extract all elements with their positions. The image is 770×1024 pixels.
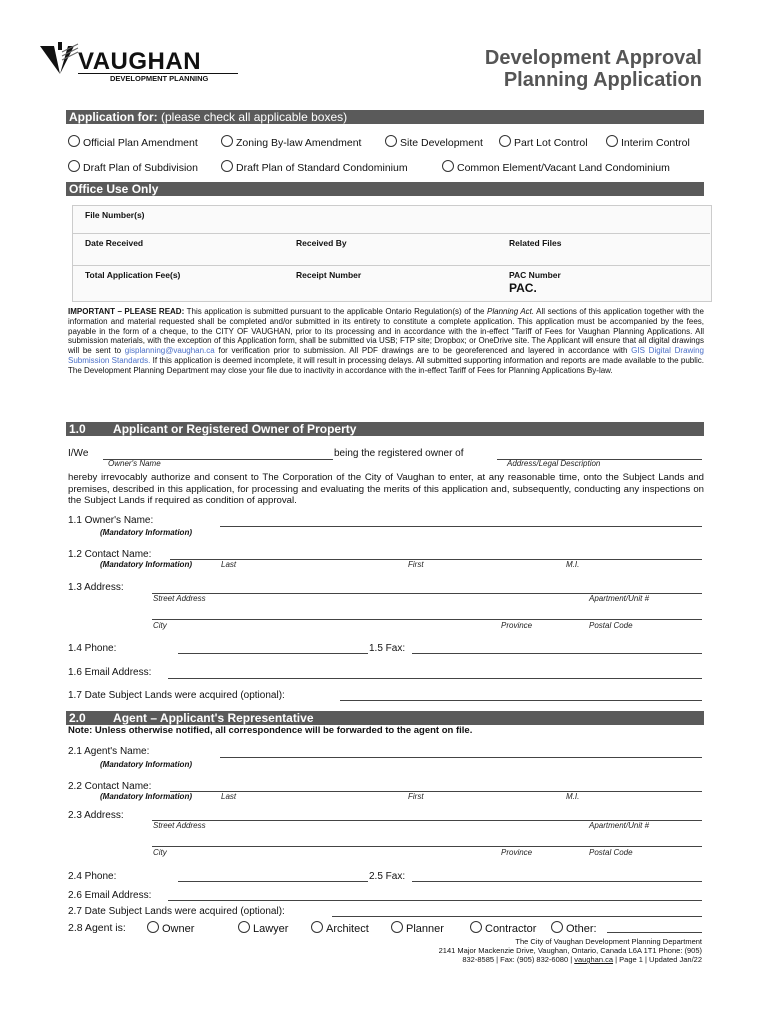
radio-icon <box>385 135 397 147</box>
mandatory-caption: (Mandatory Information) <box>100 792 192 801</box>
section1-heading: 1.0 Applicant or Registered Owner of Property <box>66 422 704 436</box>
fax-label: 1.5 Fax: <box>369 643 406 654</box>
logo-text: VAUGHAN <box>78 48 202 75</box>
radio-icon <box>311 921 323 933</box>
radio-icon <box>470 921 482 933</box>
radio-icon <box>499 135 511 147</box>
important-notice: IMPORTANT – PLEASE READ: This application is submitted pursuant to the applicable Ontario Regulation(s) of the Planning Act. All sections of this application together with the information and material requested shall be completed and/or submitted in its entirety to constitute a complete application. This application must be accompanied by the fees, payable in the form of a cheque, to the CITY OF VAUGHAN, prior to its processing and in accordance with the in-effect "Tariff of Fees for Vaughan Planning Applications. All submission materials, with the exception of this Application form, shall be submitted via USB; FTP site; Dropbox; or OneDrive site. The Applicant will ensure that all digital drawings will be sent to gisplanning@vaughan.ca for verification prior to submission. All PDF drawings are to be georeferenced and layered in accordance with GIS Digital Drawing Submission Standards. If this application is deemed incomplete, it will result in processing delays. All submitted supporting information and reports are made available to the public. The Development Planning Department may close your file due to inactivity in accordance with the in-effect Tariff of Fees for Planning Applications By-law. <box>68 307 704 375</box>
pac-number-label: PAC Number <box>509 270 561 280</box>
agent-address-label: 2.3 Address: <box>68 810 124 821</box>
received-by-label: Received By <box>296 238 347 248</box>
province-caption: Province <box>501 848 533 857</box>
radio-icon <box>68 135 80 147</box>
agent-is-architect[interactable]: Architect <box>311 921 369 935</box>
agent-is-contractor[interactable]: Contractor <box>470 921 536 935</box>
agent-fax-label: 2.5 Fax: <box>369 871 406 882</box>
footer-line1: The City of Vaughan Development Planning Department <box>515 937 702 946</box>
mi-caption: M.I. <box>566 792 580 801</box>
page-title-line1: Development Approval <box>484 47 702 69</box>
apt-caption: Apartment/Unit # <box>589 821 650 830</box>
logo-subtext: DEVELOPMENT PLANNING <box>110 74 209 83</box>
agent-note: Note: Unless otherwise notified, all correspondence will be forwarded to the agent on file. <box>68 725 473 736</box>
total-fees-label: Total Application Fee(s) <box>85 270 181 280</box>
first-caption: First <box>408 560 424 569</box>
agent-date-acquired-label: 2.7 Date Subject Lands were acquired (optional): <box>68 906 285 917</box>
agent-other-field[interactable] <box>607 932 702 933</box>
last-caption: Last <box>221 792 237 801</box>
agent-date-acquired-field[interactable] <box>332 916 702 917</box>
radio-icon <box>391 921 403 933</box>
first-caption: First <box>408 792 424 801</box>
date-received-label: Date Received <box>85 238 144 248</box>
radio-icon <box>606 135 618 147</box>
agent-email-label: 2.6 Email Address: <box>68 890 152 901</box>
owners-name-label: 1.1 Owner's Name: <box>68 515 154 526</box>
postal-caption: Postal Code <box>589 621 633 630</box>
street-caption: Street Address <box>153 594 206 603</box>
agent-phone-field[interactable] <box>178 881 368 882</box>
option-zoning-bylaw-amendment[interactable]: Zoning By-law Amendment <box>221 135 361 149</box>
radio-icon <box>551 921 563 933</box>
agent-contact-name-field[interactable] <box>170 791 702 792</box>
iwe-label: I/We <box>68 448 89 459</box>
radio-icon <box>221 135 233 147</box>
option-common-element-condominium[interactable]: Common Element/Vacant Land Condominium <box>442 160 670 174</box>
owners-name-field[interactable] <box>220 526 702 527</box>
agent-fax-field[interactable] <box>412 881 702 882</box>
address-label: 1.3 Address: <box>68 582 124 593</box>
mandatory-caption: (Mandatory Information) <box>100 528 192 537</box>
being-owner-label: being the registered owner of <box>334 448 464 459</box>
gis-email-link[interactable]: gisplanning@vaughan.ca <box>124 346 215 356</box>
province-caption: Province <box>501 621 533 630</box>
office-use-table <box>72 205 712 302</box>
vaughan-logo <box>40 40 240 86</box>
city-field[interactable] <box>152 619 702 620</box>
city-caption: City <box>153 621 167 630</box>
agent-is-label: 2.8 Agent is: <box>68 922 126 934</box>
mi-caption: M.I. <box>566 560 580 569</box>
fax-field[interactable] <box>412 653 702 654</box>
agent-is-planner[interactable]: Planner <box>391 921 444 935</box>
logo-mark-icon <box>40 40 80 86</box>
contact-name-label: 1.2 Contact Name: <box>68 549 152 560</box>
option-official-plan-amendment[interactable]: Official Plan Amendment <box>68 135 198 149</box>
street-caption: Street Address <box>153 821 206 830</box>
application-for-heading: Application for: (please check all applicable boxes) <box>66 110 704 124</box>
postal-caption: Postal Code <box>589 848 633 857</box>
owners-name-caption: Owner's Name <box>108 459 161 468</box>
page-title-line2: Planning Application <box>503 69 702 91</box>
mandatory-caption: (Mandatory Information) <box>100 560 192 569</box>
agent-is-other[interactable]: Other: <box>551 921 597 935</box>
related-files-label: Related Files <box>509 238 562 248</box>
agent-phone-label: 2.4 Phone: <box>68 871 117 882</box>
address-legal-caption: Address/Legal Description <box>507 459 601 468</box>
agent-city-field[interactable] <box>152 846 702 847</box>
agent-contact-name-label: 2.2 Contact Name: <box>68 781 152 792</box>
date-acquired-field[interactable] <box>340 700 702 701</box>
city-caption: City <box>153 848 167 857</box>
consent-text: hereby irrevocably authorize and consent to The Corporation of the City of Vaughan to enter, at any reasonable time, onto the Subject Lands and premises, described in this application, for processing and evaluating the merits of this application and, subsequently, conducting any inspections on the Subject Lands if required as condition of approval. <box>68 472 704 506</box>
agent-is-owner[interactable]: Owner <box>147 921 194 935</box>
email-label: 1.6 Email Address: <box>68 667 152 678</box>
date-acquired-label: 1.7 Date Subject Lands were acquired (optional): <box>68 690 285 701</box>
option-part-lot-control[interactable]: Part Lot Control <box>499 135 588 149</box>
receipt-number-label: Receipt Number <box>296 270 362 280</box>
footer-line2: 2141 Major Mackenzie Drive, Vaughan, Ontario, Canada L6A 1T1 Phone: (905) <box>438 946 702 955</box>
option-site-development[interactable]: Site Development <box>385 135 483 149</box>
option-draft-plan-subdivision[interactable]: Draft Plan of Subdivision <box>68 160 198 174</box>
radio-icon <box>442 160 454 172</box>
option-interim-control[interactable]: Interim Control <box>606 135 690 149</box>
radio-icon <box>147 921 159 933</box>
agent-name-field[interactable] <box>220 757 702 758</box>
apt-caption: Apartment/Unit # <box>589 594 650 603</box>
contact-name-field[interactable] <box>170 559 702 560</box>
agent-email-field[interactable] <box>168 900 702 901</box>
mandatory-caption: (Mandatory Information) <box>100 760 192 769</box>
gis-standards-link[interactable]: GIS Digital Drawing Submission Standards. <box>68 346 704 365</box>
pac-prefix: PAC. <box>509 281 537 295</box>
phone-label: 1.4 Phone: <box>68 643 117 654</box>
option-draft-plan-standard-condominium[interactable]: Draft Plan of Standard Condominium <box>221 160 408 174</box>
vaughan-website-link[interactable]: vaughan.ca <box>574 955 614 964</box>
phone-field[interactable] <box>178 653 368 654</box>
radio-icon <box>221 160 233 172</box>
radio-icon <box>238 921 250 933</box>
section2-heading: 2.0 Agent – Applicant's Representative <box>66 711 704 725</box>
agent-name-label: 2.1 Agent's Name: <box>68 746 150 757</box>
agent-is-lawyer[interactable]: Lawyer <box>238 921 288 935</box>
email-field[interactable] <box>168 678 702 679</box>
radio-icon <box>68 160 80 172</box>
office-use-heading: Office Use Only <box>66 182 704 196</box>
footer-line3: 832-8585 | Fax: (905) 832-6080 | vaughan.ca | Page 1 | Updated Jan/22 <box>462 955 702 964</box>
last-caption: Last <box>221 560 237 569</box>
file-numbers-label: File Number(s) <box>85 210 145 220</box>
